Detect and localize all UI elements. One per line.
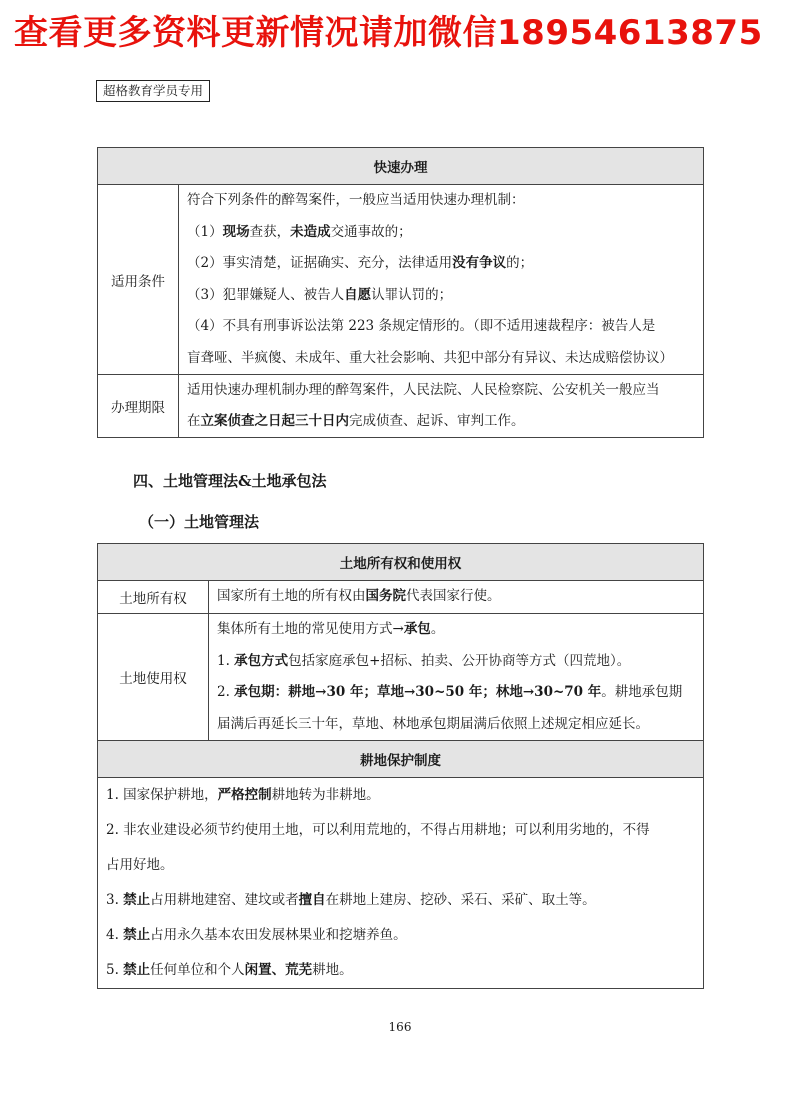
page-number: 166 [388,1020,412,1034]
row-content: 集体所有土地的常见使用方式→承包。 1. 承包方式包括家庭承包+招标、拍卖、公开协商等方式（四荒地）。 2. 承包期：耕地→30 年；草地→30~50 年；林地→30~70 年。耕地承包期 届满后再延长三十年，草地、林地承包期届满后依照上述规定相应延长。 [209,614,704,741]
row-label: 土地所有权 [98,581,209,614]
row-content: 国家所有土地的所有权由国务院代表国家行使。 [209,581,704,614]
quick-handling-table [97,147,704,438]
table-header: 耕地保护制度 [98,741,704,778]
table-header: 土地所有权和使用权 [98,544,704,581]
row-content: 适用快速办理机制办理的醉驾案件，人民法院、人民检察院、公安机关一般应当 在立案侦查之日起三十日内完成侦查、起诉、审判工作。 [179,375,704,438]
section-heading: 四、土地管理法&土地承包法 [133,472,327,490]
row-content: 符合下列条件的醉驾案件，一般应当适用快速办理机制： （1）现场查获，未造成交通事故的； （2）事实清楚，证据确实、充分，法律适用没有争议的； （3）犯罪嫌疑人、被告人自愿认罪认罚的； （4）不具有刑事诉讼法第 223 条规定情形的。（即不适用速裁程序：被告人是 盲聋哑、半疯傻、未成年、重大社会影响、共犯中部分有异议、未达成赔偿协议） [179,185,704,375]
row-label: 土地使用权 [98,614,209,741]
row-label: 适用条件 [98,185,179,375]
watermark-banner: 查看更多资料更新情况请加微信18954613875 [14,13,763,53]
row-label: 办理期限 [98,375,179,438]
table-header: 快速办理 [98,148,704,185]
subsection-heading: （一）土地管理法 [139,513,260,531]
student-tag: 超格教育学员专用 [96,80,210,102]
protection-content: 1. 国家保护耕地，严格控制耕地转为非耕地。 2. 非农业建设必须节约使用土地，可以利用荒地的，不得占用耕地；可以利用劣地的，不得 占用好地。 3. 禁止占用耕地建窑、建坟或者擅自在耕地上建房、挖砂、采石、采矿、取土等。 4. 禁止占用永久基本农田发展林果业和挖塘养鱼。 5. 禁止任何单位和个人闲置、荒芜耕地。 [98,778,704,989]
land-management-table [97,543,704,989]
